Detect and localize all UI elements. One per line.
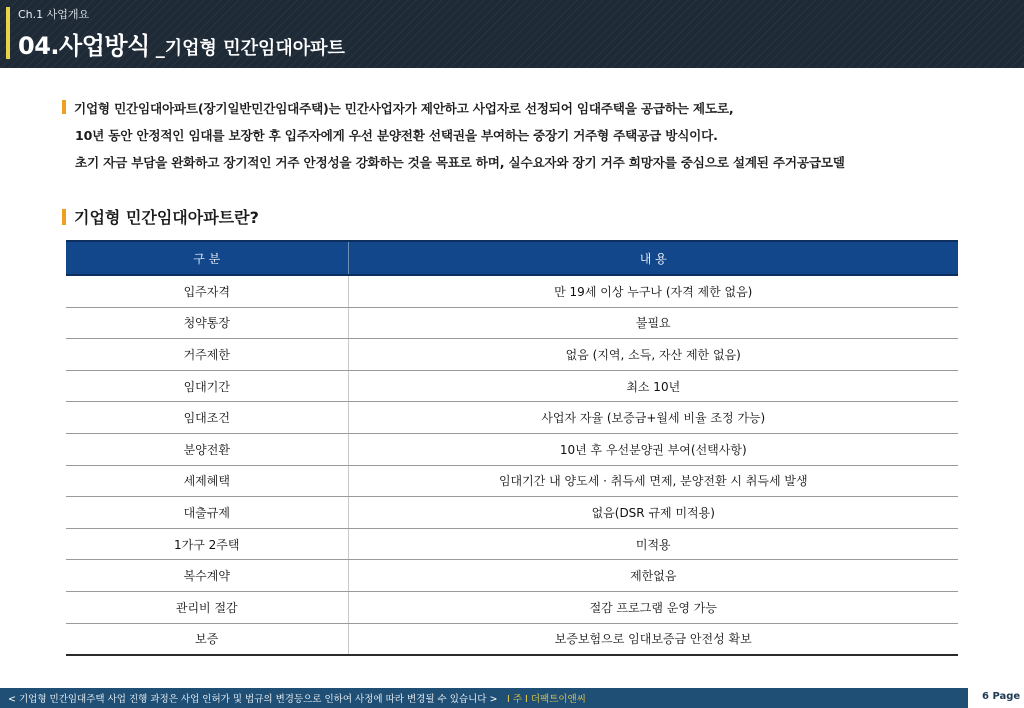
header-accent-bar — [6, 7, 10, 59]
table-row — [66, 497, 958, 529]
row-label: 입주자격 — [66, 275, 348, 307]
table-row — [66, 370, 958, 402]
chapter-label: Ch.1 사업개요 — [18, 8, 90, 21]
row-value: 제한없음 — [348, 560, 958, 592]
intro-paragraph — [62, 95, 972, 176]
table-row — [66, 591, 958, 623]
row-label: 대출규제 — [66, 497, 348, 529]
table-row — [66, 275, 958, 307]
table-header-row — [66, 241, 958, 275]
row-label: 분양전환 — [66, 433, 348, 465]
table-row — [66, 465, 958, 497]
bullet-marker-icon — [62, 100, 66, 114]
row-value: 사업자 자율 (보증금+월세 비율 조정 가능) — [348, 402, 958, 434]
header-content: 내 용 — [348, 241, 958, 275]
row-label: 임대조건 — [66, 402, 348, 434]
row-value: 없음(DSR 규제 미적용) — [348, 497, 958, 529]
row-label: 거주제한 — [66, 339, 348, 371]
page-number: 6 Page — [982, 691, 1021, 702]
header-category: 구 분 — [66, 241, 348, 275]
page-header — [0, 0, 1024, 68]
page-title — [18, 26, 345, 61]
row-value: 만 19세 이상 누구나 (자격 제한 없음) — [348, 275, 958, 307]
table-row — [66, 528, 958, 560]
row-value: 미적용 — [348, 528, 958, 560]
title-sub: _기업형 민간임대아파트 — [155, 38, 345, 59]
row-value: 없음 (지역, 소득, 자산 제한 없음) — [348, 339, 958, 371]
footer-note: < 기업형 민간임대주택 사업 진행 과정은 사업 인허가 및 법규의 변경등으로 인하여 사정에 따라 변경될 수 있습니다 > — [8, 694, 498, 705]
table-row — [66, 339, 958, 371]
row-value: 절감 프로그램 운영 가능 — [348, 591, 958, 623]
table-row — [66, 307, 958, 339]
intro-line: 10년 동안 안정적인 임대를 보장한 후 입주자에게 우선 분양전환 선택권을 부여하는 중장기 거주형 주택공급 방식이다. — [75, 128, 718, 143]
row-value: 불필요 — [348, 307, 958, 339]
row-label: 세제혜택 — [66, 465, 348, 497]
row-value: 보증보험으로 임대보증금 안전성 확보 — [348, 623, 958, 655]
table-row — [66, 433, 958, 465]
row-label: 청약통장 — [66, 307, 348, 339]
row-value: 10년 후 우선분양권 부여(선택사항) — [348, 433, 958, 465]
table-row — [66, 402, 958, 434]
section-heading — [62, 205, 259, 228]
intro-line-text: 기업형 민간임대아파트(장기일반민간임대주택)는 민간사업자가 제안하고 사업자로 선정되어 임대주택을 공급하는 제도로, — [74, 101, 734, 116]
table-row — [66, 560, 958, 592]
row-value: 임대기간 내 양도세 · 취득세 면제, 분양전환 시 취득세 발생 — [348, 465, 958, 497]
row-value: 최소 10년 — [348, 370, 958, 402]
row-label: 보증 — [66, 623, 348, 655]
row-label: 관리비 절감 — [66, 591, 348, 623]
table-row — [66, 623, 958, 655]
section-heading-text: 기업형 민간임대아파트란? — [74, 208, 259, 227]
info-table — [66, 240, 958, 656]
intro-line: 초기 자금 부담을 완화하고 장기적인 거주 안정성을 강화하는 것을 목표로 하며, 실수요자와 장기 거주 희망자를 중심으로 설계된 주거공급모델 — [75, 155, 845, 170]
bullet-marker-icon — [62, 209, 66, 225]
row-label: 임대기간 — [66, 370, 348, 402]
footer-company: I 주 I 더팩트이앤씨 — [507, 694, 586, 705]
title-main: 04.사업방식 — [18, 32, 150, 60]
footer-bar — [0, 688, 968, 708]
page-footer — [0, 688, 1024, 708]
row-label: 복수계약 — [66, 560, 348, 592]
intro-line — [62, 95, 972, 122]
row-label: 1가구 2주택 — [66, 528, 348, 560]
